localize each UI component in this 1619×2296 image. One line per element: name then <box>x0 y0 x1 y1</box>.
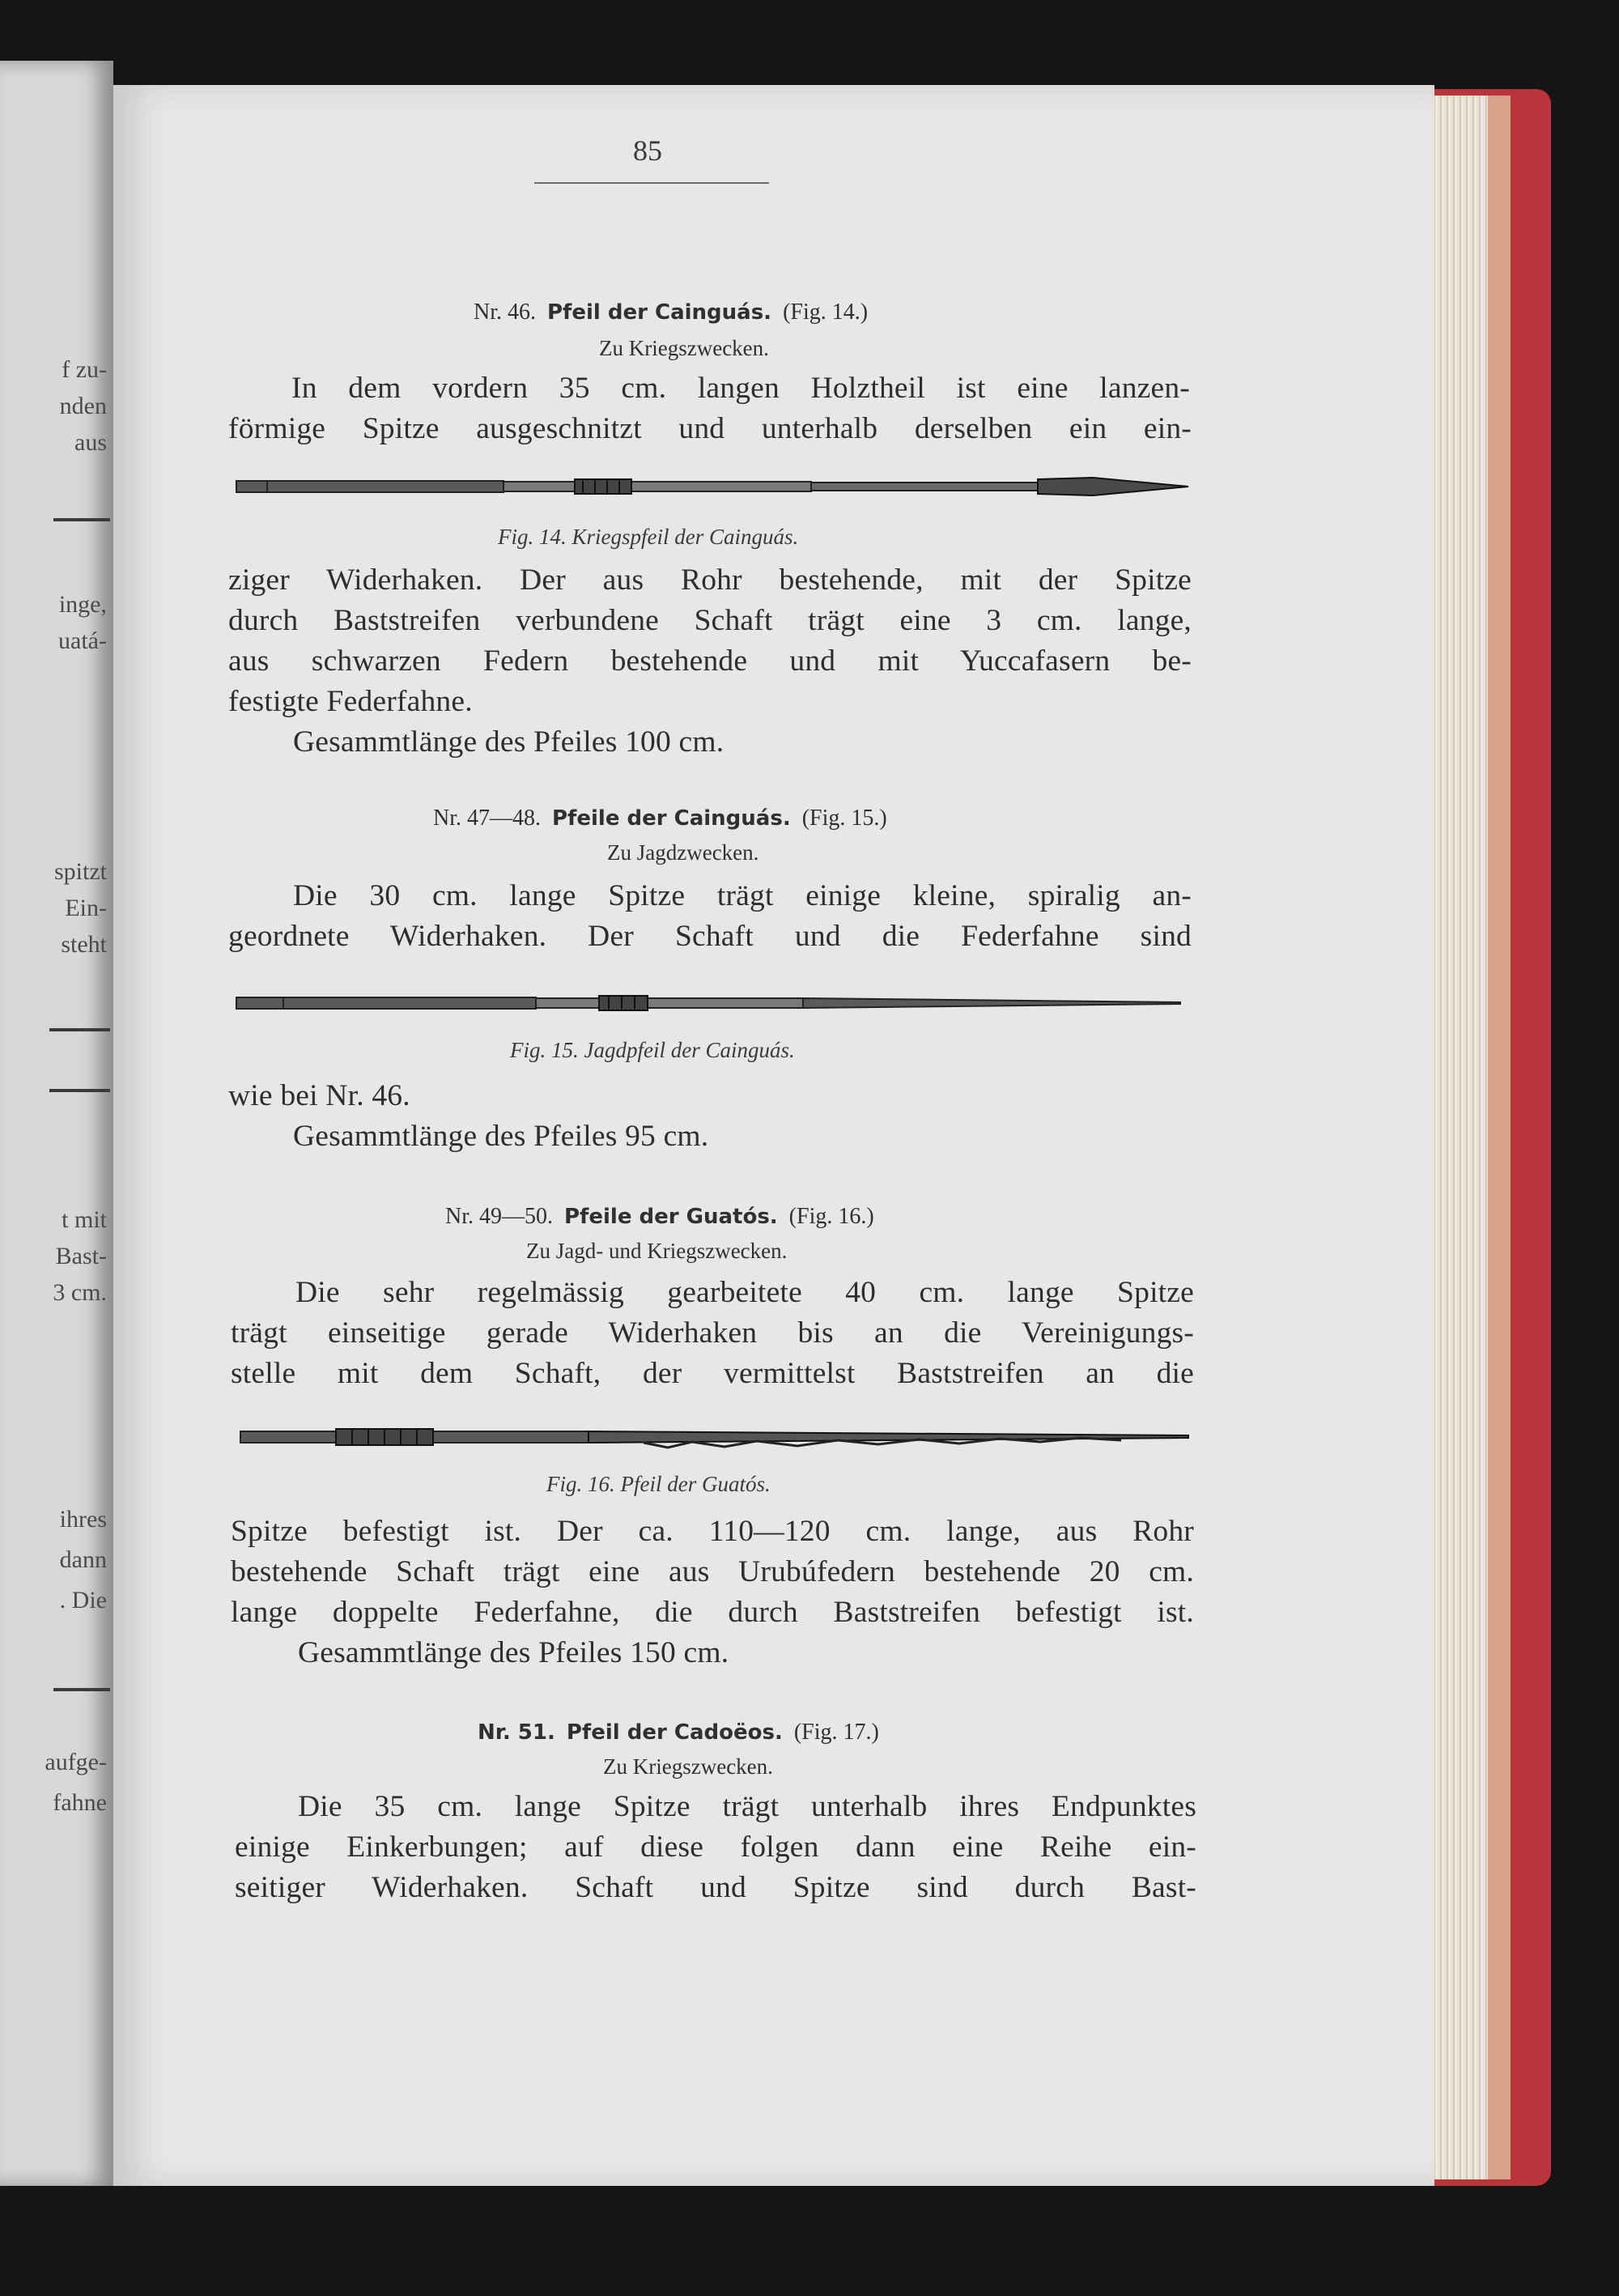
left-text-line: aus <box>74 429 107 456</box>
figure-caption: Fig. 14. Kriegspfeil der Cainguás. <box>498 525 799 549</box>
text-line: aus schwarzen Federn bestehende und mit Yuccafasern be- <box>228 644 1192 678</box>
section-heading <box>445 1204 874 1230</box>
text-line: durch Baststreifen verbundene Schaft trägt eine 3 cm. lange, <box>228 604 1192 637</box>
heading-title: Pfeil der Cadoëos. <box>566 1720 783 1745</box>
heading-figure-ref: (Fig. 17.) <box>793 1720 879 1745</box>
heading-number: Nr. 49—50. <box>445 1204 553 1229</box>
page-number-rule <box>534 182 769 184</box>
text-line: förmige Spitze ausgeschnitzt und unterhalb derselben ein ein- <box>228 412 1192 445</box>
heading-figure-ref: (Fig. 15.) <box>801 806 887 831</box>
left-text-line: uatá- <box>58 627 107 654</box>
text-line: Spitze befestigt ist. Der ca. 110—120 cm. lange, aus Rohr <box>231 1515 1194 1548</box>
text-line: Die 35 cm. lange Spitze trägt unterhalb ihres Endpunktes <box>298 1790 1196 1823</box>
page-edges-tint <box>1488 96 1511 2179</box>
section-heading <box>433 806 887 831</box>
left-figure-mark <box>49 1089 110 1092</box>
left-text-line: steht <box>61 931 107 958</box>
text-line: seitiger Widerhaken. Schaft und Spitze sind durch Bast- <box>235 1871 1196 1904</box>
text-line: In dem vordern 35 cm. langen Holztheil ist eine lanzen- <box>291 372 1190 405</box>
text-line: Gesammtlänge des Pfeiles 100 cm. <box>293 725 725 759</box>
heading-title: Pfeil der Cainguás. <box>547 300 772 325</box>
text-line: trägt einseitige gerade Widerhaken bis an die Vereinigungs- <box>231 1316 1194 1350</box>
text-line: einige Einkerbungen; auf diese folgen dann eine Reihe ein- <box>235 1830 1196 1864</box>
section-heading <box>474 300 868 325</box>
left-page-fragment <box>0 61 113 2186</box>
heading-number: Nr. 47—48. <box>433 806 541 831</box>
figure-caption: Fig. 16. Pfeil der Guatós. <box>546 1472 771 1496</box>
text-line: Gesammtlänge des Pfeiles 95 cm. <box>293 1120 709 1153</box>
text-line: wie bei Nr. 46. <box>228 1079 410 1112</box>
left-text-line: ihres <box>59 1506 107 1533</box>
left-text-line: 3 cm. <box>53 1279 107 1306</box>
heading-number: Nr. 46. <box>474 300 536 325</box>
text-line: festigte Federfahne. <box>228 685 473 718</box>
left-text-line: dann <box>59 1546 107 1573</box>
left-text-line: Bast- <box>55 1243 107 1269</box>
text-line: stelle mit dem Schaft, der vermittelst Baststreifen an die <box>231 1357 1194 1390</box>
text-line: lange doppelte Federfahne, die durch Baststreifen befestigt ist. <box>231 1596 1194 1629</box>
text-line: geordnete Widerhaken. Der Schaft und die Federfahne sind <box>228 920 1192 953</box>
heading-title: Pfeile der Cainguás. <box>552 806 791 831</box>
left-text-line: spitzt <box>54 858 107 885</box>
heading-figure-ref: (Fig. 16.) <box>788 1204 874 1229</box>
figure-15-arrow <box>235 989 1182 1018</box>
left-text-line: inge, <box>58 591 107 618</box>
heading-figure-ref: (Fig. 14.) <box>783 300 869 325</box>
heading-number: Nr. 51. <box>478 1720 555 1745</box>
text-line: Die sehr regelmässig gearbeitete 40 cm. lange Spitze <box>295 1276 1194 1309</box>
figure-16-arrow <box>239 1420 1190 1452</box>
left-text-line: Ein- <box>65 895 107 921</box>
text-line: Die 30 cm. lange Spitze trägt einige kleine, spiralig an- <box>293 879 1192 912</box>
left-text-line: t mit <box>62 1206 107 1233</box>
page-number: 85 <box>633 134 662 167</box>
text-line: ziger Widerhaken. Der aus Rohr bestehende, mit der Spitze <box>228 563 1192 597</box>
figure-14-arrow <box>235 471 1190 504</box>
section-subheading: Zu Kriegszwecken. <box>603 1754 773 1779</box>
text-line: Gesammtlänge des Pfeiles 150 cm. <box>298 1636 729 1669</box>
section-heading <box>478 1720 879 1745</box>
text-line: bestehende Schaft trägt eine aus Urubúfedern bestehende 20 cm. <box>231 1555 1194 1588</box>
left-text-line: fahne <box>53 1789 107 1816</box>
left-text-line: . Die <box>59 1587 107 1614</box>
heading-title: Pfeile der Guatós. <box>564 1205 778 1229</box>
figure-caption: Fig. 15. Jagdpfeil der Cainguás. <box>510 1038 795 1062</box>
left-figure-mark <box>53 518 110 521</box>
left-figure-mark <box>53 1688 110 1691</box>
left-text-line: aufge- <box>45 1749 107 1775</box>
section-subheading: Zu Kriegszwecken. <box>599 336 769 360</box>
left-text-line: nden <box>59 393 107 419</box>
left-figure-mark <box>49 1028 110 1031</box>
left-text-line: f zu- <box>62 356 107 383</box>
section-subheading: Zu Jagd- und Kriegszwecken. <box>526 1239 788 1263</box>
section-subheading: Zu Jagdzwecken. <box>607 840 759 865</box>
